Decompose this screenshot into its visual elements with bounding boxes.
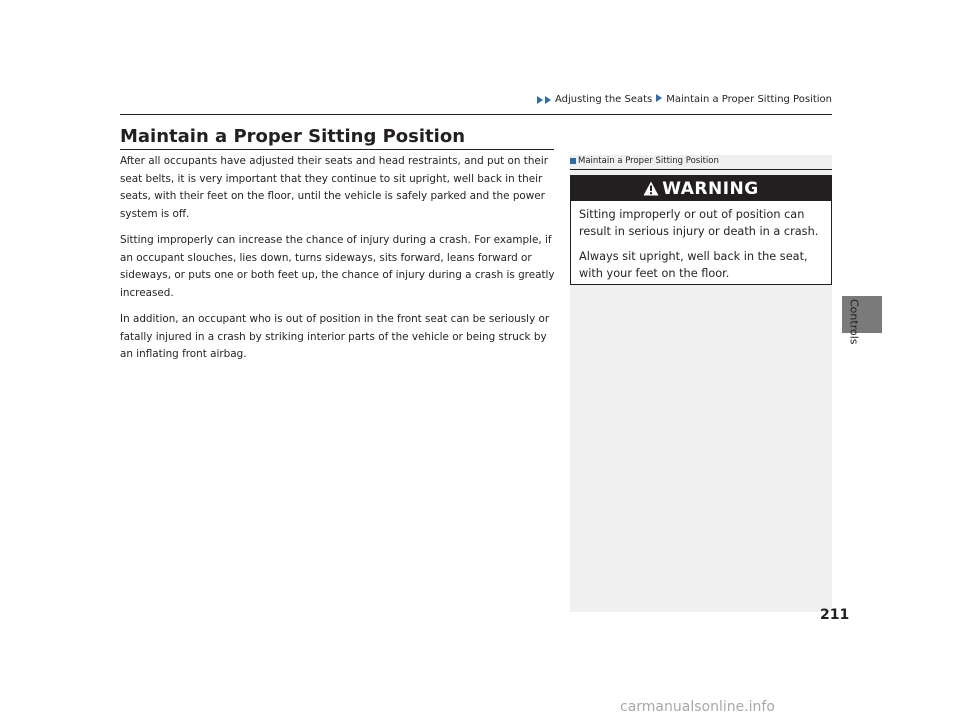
- watermark: carmanualsonline.info: [620, 699, 775, 715]
- warning-triangle-icon: [643, 181, 659, 196]
- warning-body: [571, 201, 831, 282]
- section-tab-label: Controls: [847, 299, 861, 345]
- side-note-divider: [570, 169, 832, 170]
- warning-line: Sitting improperly or out of position can result in serious injury or death in a crash.: [579, 208, 819, 238]
- page-title: Maintain a Proper Sitting Position: [120, 126, 466, 147]
- warning-box: [570, 175, 832, 285]
- breadcrumb: [526, 94, 832, 105]
- breadcrumb-parent[interactable]: Adjusting the Seats: [555, 94, 653, 105]
- body-paragraph: Sitting improperly can increase the chance of injury during a crash. For example, if an occupant slouches, lies down, turns sideways, sits forward, leans forward or sideways, or puts one or both feet up, the chance of injury during a crash is greatly increased.: [120, 234, 555, 299]
- side-note-title: [570, 156, 719, 166]
- side-note-title-text: Maintain a Proper Sitting Position: [578, 156, 719, 166]
- body-paragraph: After all occupants have adjusted their seats and head restraints, and put on their seat belts, it is very important that they continue to sit upright, well back in their seats, with their feet on the floor, until the vehicle is safely parked and the power system is off.: [120, 155, 548, 220]
- breadcrumb-current: Maintain a Proper Sitting Position: [666, 94, 832, 105]
- warning-header: [571, 176, 831, 201]
- warning-label: WARNING: [662, 178, 759, 199]
- body-paragraph: In addition, an occupant who is out of position in the front seat can be seriously or fatally injured in a crash by striking interior parts of the vehicle or being struck by an inflating front airbag.: [120, 313, 550, 360]
- header-divider: [120, 114, 832, 115]
- page-number: 211: [820, 607, 850, 623]
- note-marker-icon: [570, 158, 576, 164]
- breadcrumb-arrow-icon: [536, 96, 552, 104]
- body-text: [120, 153, 560, 373]
- warning-line: Always sit upright, well back in the seat, with your feet on the floor.: [579, 250, 808, 280]
- title-divider: [120, 149, 554, 150]
- section-tab[interactable]: [839, 291, 869, 351]
- breadcrumb-separator-icon: [655, 94, 663, 105]
